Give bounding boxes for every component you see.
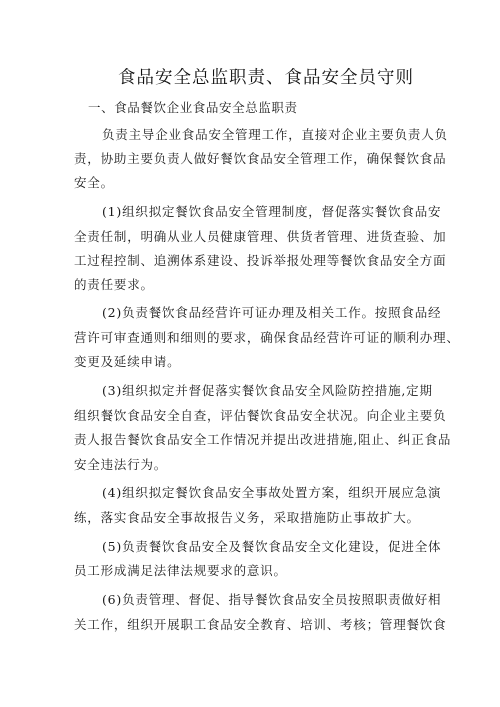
paragraph-line: 组织餐饮食品安全自查，评估餐饮食品安全状况。向企业主要负: [74, 408, 447, 423]
paragraph-line: 全责任制，明确从业人员健康管理、供货者管理、进货查验、加: [74, 229, 447, 244]
paragraph-line: (4)组织拟定餐饮食品安全事故处置方案，组织开展应急演: [102, 485, 442, 500]
paragraph-line: (6)负责管理、督促、指导餐饮食品安全员按照职责做好相: [102, 592, 442, 607]
paragraph-line: 关工作，组织开展职工食品安全教育、培训、考核；管理餐饮食: [74, 617, 447, 632]
paragraph-line: 员工形成满足法律法规要求的意识。: [74, 563, 287, 578]
paragraph-line: 的责任要求。: [74, 277, 154, 292]
paragraph-line: 负责主导企业食品安全管理工作，直接对企业主要负责人负: [102, 127, 448, 142]
section-heading: 一、食品餐饮企业食品安全总监职责: [88, 100, 298, 115]
paragraph-line: 变更及延续申请。: [74, 354, 181, 369]
paragraph-line: 安全违法行为。: [74, 457, 168, 472]
paragraph-line: 营许可审查通则和细则的要求，确保食品经营许可证的顺利办理、: [74, 330, 460, 345]
paragraph-line: 责人报告餐饮食品安全工作情况并提出改进措施,阻止、纠正食品: [74, 432, 452, 447]
paragraph-line: (2)负责餐饮食品经营许可证办理及相关工作。按照食品经: [102, 305, 442, 320]
document-title: 食品安全总监职责、食品安全员守则: [118, 68, 414, 88]
paragraph-line: 工过程控制、追溯体系建设、投诉举报处理等餐饮食品安全方面: [74, 253, 447, 268]
paragraph-line: 责，协助主要负责人做好餐饮食品安全管理工作，确保餐饮食品: [74, 151, 447, 166]
paragraph-line: (5)负责餐饮食品安全及餐饮食品安全文化建设，促进全体: [102, 539, 442, 554]
paragraph-line: 练，落实食品安全事故报告义务，采取措施防止事故扩大。: [74, 510, 420, 525]
paragraph-line: (1)组织拟定餐饮食品安全管理制度，督促落实餐饮食品安: [102, 204, 442, 219]
paragraph-line: (3)组织拟定并督促落实餐饮食品安全风险防控措施,定期: [102, 383, 433, 398]
paragraph-line: 安全。: [74, 175, 114, 190]
